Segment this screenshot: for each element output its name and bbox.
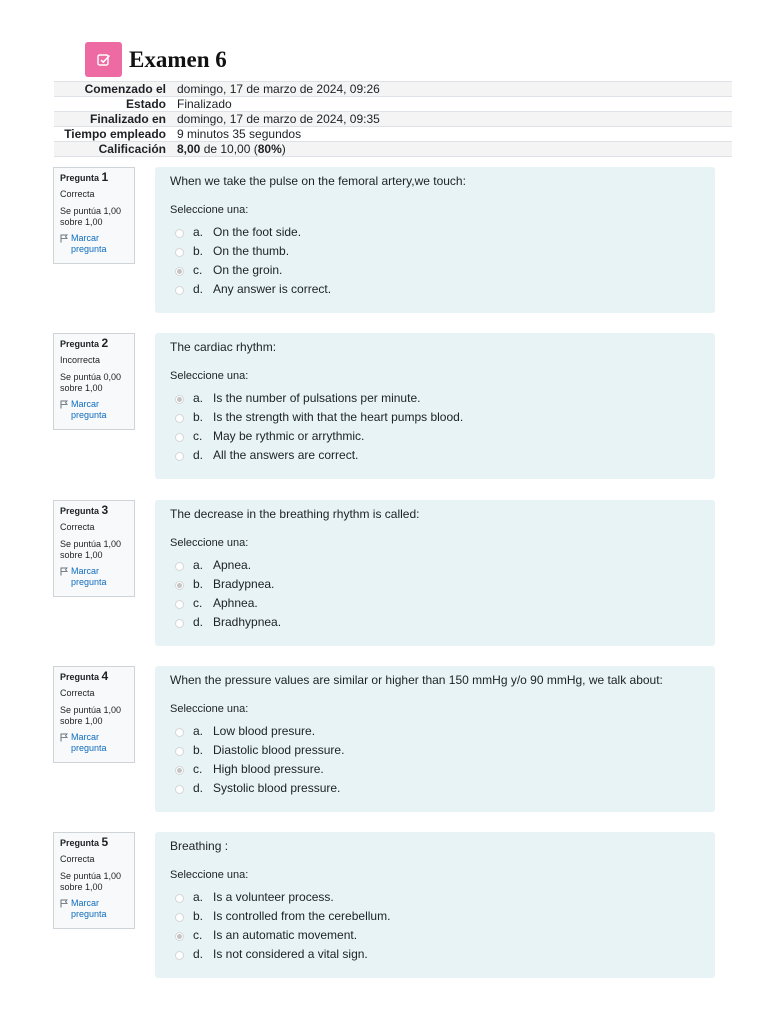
answer-option[interactable] [170,612,700,631]
answer-radio[interactable] [175,766,184,775]
answer-option[interactable] [170,759,700,778]
flag-label: Marcar pregunta [71,732,107,753]
flag-icon [60,400,68,412]
answer-radio[interactable] [175,600,184,609]
answer-text: Bradypnea. [213,576,275,591]
question-label: Pregunta [60,339,100,349]
answer-letter: b. [193,243,204,258]
question-text: When the pressure values are similar or higher than 150 mmHg y/o 90 mmHg, we talk about: [170,673,663,687]
question-info [53,167,135,264]
flag-question-link[interactable] [60,399,128,421]
answer-text: May be rythmic or arrythmic. [213,428,365,443]
answer-letter: d. [193,946,204,961]
flag-icon [60,234,68,246]
answer-text: Apnea. [213,557,252,572]
answer-text: Low blood presure. [213,723,316,738]
question-number [60,837,128,849]
answer-option[interactable] [170,906,700,925]
answer-text: High blood pressure. [213,761,324,776]
grade-percent: 80% [257,142,282,156]
answer-radio[interactable] [175,414,184,423]
answer-list [170,555,700,631]
question-number-value: 2 [101,336,109,350]
question-number-value: 1 [101,170,109,184]
answer-radio[interactable] [175,951,184,960]
answer-radio[interactable] [175,229,184,238]
answer-radio[interactable] [175,562,184,571]
answer-letter: c. [193,428,203,443]
answer-text: Is not considered a vital sign. [213,946,368,961]
answer-option[interactable] [170,241,700,260]
answer-option[interactable] [170,574,700,593]
answer-letter: b. [193,576,204,591]
grade-of: de 10,00 ( [200,142,258,156]
page-header [85,42,227,77]
summary-row-time-taken [54,127,732,142]
select-prompt: Seleccione una: [170,370,249,382]
question-grade: Se puntúa 0,00 sobre 1,00 [60,372,122,393]
question-content [155,500,715,646]
answer-radio[interactable] [175,619,184,628]
answer-letter: c. [193,927,203,942]
answer-letter: a. [193,723,204,738]
flag-question-link[interactable] [60,233,128,255]
summary-value: domingo, 17 de marzo de 2024, 09:35 [177,112,380,126]
answer-option[interactable] [170,887,700,906]
summary-row-grade [54,142,732,157]
question-label: Pregunta [60,838,100,848]
answer-option[interactable] [170,222,700,241]
summary-row-finished [54,112,732,127]
question-text: The decrease in the breathing rhythm is called: [170,507,420,521]
answer-option[interactable] [170,944,700,963]
answer-text: Is the number of pulsations per minute. [213,390,421,405]
flag-icon [60,899,68,911]
summary-label: Comenzado el [84,82,166,96]
summary-value [172,142,732,157]
answer-letter: d. [193,447,204,462]
answer-letter: c. [193,262,203,277]
summary-row-state [54,97,732,112]
question-state: Correcta [60,189,95,199]
question-label: Pregunta [60,173,100,183]
answer-text: Systolic blood pressure. [213,780,341,795]
select-prompt: Seleccione una: [170,869,249,881]
answer-text: Is a volunteer process. [213,889,334,904]
summary-value: domingo, 17 de marzo de 2024, 09:26 [177,82,380,96]
question-label: Pregunta [60,672,100,682]
answer-list [170,388,700,464]
answer-list [170,222,700,298]
question-number [60,505,128,517]
answer-letter: d. [193,281,204,296]
grade-close: ) [281,142,286,156]
summary-value: 9 minutos 35 segundos [177,127,302,141]
question-grade: Se puntúa 1,00 sobre 1,00 [60,539,122,560]
answer-text: Is controlled from the cerebellum. [213,908,391,923]
answer-radio[interactable] [175,452,184,461]
answer-letter: d. [193,780,204,795]
question-label: Pregunta [60,506,100,516]
attempt-summary-table [54,81,732,157]
question-content [155,333,715,479]
question-grade: Se puntúa 1,00 sobre 1,00 [60,705,122,726]
answer-letter: a. [193,889,204,904]
flag-label: Marcar pregunta [71,566,107,587]
answer-option[interactable] [170,721,700,740]
question-grade: Se puntúa 1,00 sobre 1,00 [60,871,122,892]
question-number [60,172,128,184]
answer-radio[interactable] [175,248,184,257]
flag-question-link[interactable] [60,898,128,920]
answer-radio[interactable] [175,286,184,295]
answer-option[interactable] [170,407,700,426]
answer-letter: b. [193,908,204,923]
answer-text: On the thumb. [213,243,290,258]
answer-text: On the groin. [213,262,283,277]
answer-option[interactable] [170,778,700,797]
answer-letter: b. [193,742,204,757]
question-text: When we take the pulse on the femoral artery,we touch: [170,174,466,188]
flag-icon [60,733,68,745]
answer-option[interactable] [170,925,700,944]
answer-option[interactable] [170,260,700,279]
flag-question-link[interactable] [60,732,128,754]
question-number-value: 4 [101,669,109,683]
answer-radio[interactable] [175,894,184,903]
quiz-checkbox-icon [85,42,122,77]
answer-option[interactable] [170,388,700,407]
question-state: Correcta [60,688,95,698]
question-content [155,666,715,812]
question-text: The cardiac rhythm: [170,340,277,354]
answer-radio[interactable] [175,728,184,737]
summary-label: Calificación [98,142,166,156]
flag-label: Marcar pregunta [71,898,107,919]
page-title: Examen 6 [129,46,227,72]
summary-value: Finalizado [177,97,232,111]
answer-letter: d. [193,614,204,629]
flag-label: Marcar pregunta [71,233,107,254]
question-grade: Se puntúa 1,00 sobre 1,00 [60,206,122,227]
answer-radio[interactable] [175,433,184,442]
answer-text: All the answers are correct. [213,447,359,462]
answer-letter: c. [193,595,203,610]
answer-option[interactable] [170,740,700,759]
answer-text: Bradhypnea. [213,614,282,629]
question-state: Correcta [60,854,95,864]
question-state: Incorrecta [60,355,101,365]
answer-text: Is the strength with that the heart pumps blood. [213,409,464,424]
grade-score: 8,00 [177,142,201,156]
question-number-value: 5 [101,835,109,849]
answer-radio[interactable] [175,913,184,922]
answer-radio[interactable] [175,747,184,756]
question-number-value: 3 [101,503,109,517]
answer-text: On the foot side. [213,224,302,239]
question-content [155,167,715,313]
answer-option[interactable] [170,555,700,574]
summary-label: Tiempo empleado [64,127,166,141]
flag-label: Marcar pregunta [71,399,107,420]
answer-radio[interactable] [175,395,184,404]
flag-question-link[interactable] [60,566,128,588]
summary-row-started [54,82,732,97]
flag-icon [60,567,68,579]
answer-list [170,721,700,797]
select-prompt: Seleccione una: [170,204,249,216]
question-state: Correcta [60,522,95,532]
question-info [53,500,135,597]
answer-letter: a. [193,557,204,572]
answer-letter: a. [193,224,204,239]
answer-text: Diastolic blood pressure. [213,742,345,757]
answer-option[interactable] [170,445,700,464]
question-number [60,338,128,350]
summary-label: Finalizado en [89,112,166,126]
question-content [155,832,715,978]
answer-text: Is an automatic movement. [213,927,358,942]
answer-list [170,887,700,963]
answer-radio[interactable] [175,581,184,590]
select-prompt: Seleccione una: [170,703,249,715]
select-prompt: Seleccione una: [170,537,249,549]
answer-radio[interactable] [175,785,184,794]
question-info [53,832,135,929]
question-info [53,333,135,430]
answer-letter: c. [193,761,203,776]
answer-option[interactable] [170,593,700,612]
answer-letter: a. [193,390,204,405]
answer-option[interactable] [170,426,700,445]
answer-option[interactable] [170,279,700,298]
answer-text: Aphnea. [213,595,258,610]
question-text: Breathing : [170,839,229,853]
question-number [60,671,128,683]
answer-radio[interactable] [175,267,184,276]
answer-radio[interactable] [175,932,184,941]
answer-letter: b. [193,409,204,424]
question-info [53,666,135,763]
answer-text: Any answer is correct. [213,281,332,296]
summary-label: Estado [125,97,166,111]
